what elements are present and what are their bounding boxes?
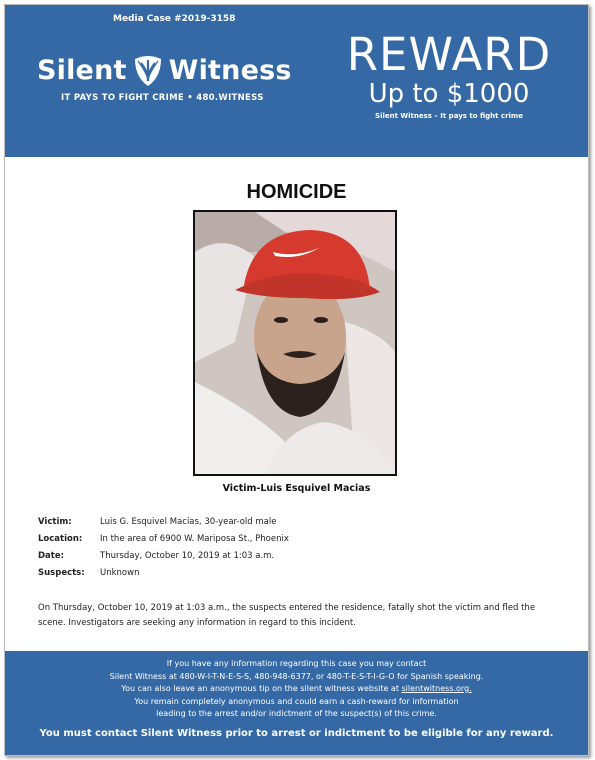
header-banner xyxy=(5,5,588,157)
footer-line-text: You can also leave an anonymous tip on the silent witness website at xyxy=(121,684,402,693)
footer-line: Silent Witness at 480-W-I-T-N-E-S-S, 480-948-6377, or 480-T-E-S-T-I-G-O for Spanish speaking. xyxy=(109,671,484,681)
media-case-number: Media Case #2019-3158 xyxy=(113,14,236,24)
reward-heading: REWARD xyxy=(346,28,552,81)
footer-line xyxy=(5,683,588,696)
silent-witness-logo xyxy=(37,53,292,87)
eligibility-notice: You must contact Silent Witness prior to arrest or indictment to be eligible for any reward. xyxy=(39,727,554,739)
incident-narrative: On Thursday, October 10, 2019 at 1:03 a.m., the suspects entered the residence, fatally shot the victim and fled the scene. Investigators are seeking any information in regard to this incident. xyxy=(38,603,536,628)
detail-value: Thursday, October 10, 2019 at 1:03 a.m. xyxy=(100,551,275,561)
detail-label: Date: xyxy=(38,551,65,561)
flyer-page xyxy=(4,4,589,756)
photo-caption: Victim-Luis Esquivel Macias xyxy=(222,483,371,494)
footer-banner xyxy=(5,651,588,755)
footer-line: You remain completely anonymous and could earn a cash-reward for information xyxy=(134,696,459,706)
detail-label: Suspects: xyxy=(38,568,85,578)
reward-amount: Up to $1000 xyxy=(368,79,530,109)
detail-value: In the area of 6900 W. Mariposa St., Phoenix xyxy=(100,534,289,544)
reward-subtitle: Silent Witness – It pays to fight crime xyxy=(375,112,523,120)
detail-label: Location: xyxy=(38,534,83,544)
victim-photo xyxy=(193,210,397,476)
footer-line: If you have any information regarding this case you may contact xyxy=(166,659,427,668)
detail-value: Luis G. Esquivel Macias, 30-year-old male xyxy=(100,517,277,527)
detail-value: Unknown xyxy=(100,568,140,578)
logo-word-silent: Silent xyxy=(37,54,127,86)
logo-word-witness: Witness xyxy=(168,54,292,86)
website-link[interactable]: silentwitness.org. xyxy=(401,684,472,693)
detail-label: Victim: xyxy=(38,517,72,527)
logo-tagline: IT PAYS TO FIGHT CRIME • 480.WITNESS xyxy=(61,93,264,103)
footer-line: leading to the arrest and/or indictment of the suspect(s) of this crime. xyxy=(156,709,437,718)
crime-type-title: HOMICIDE xyxy=(246,181,347,203)
shield-icon xyxy=(133,53,163,87)
